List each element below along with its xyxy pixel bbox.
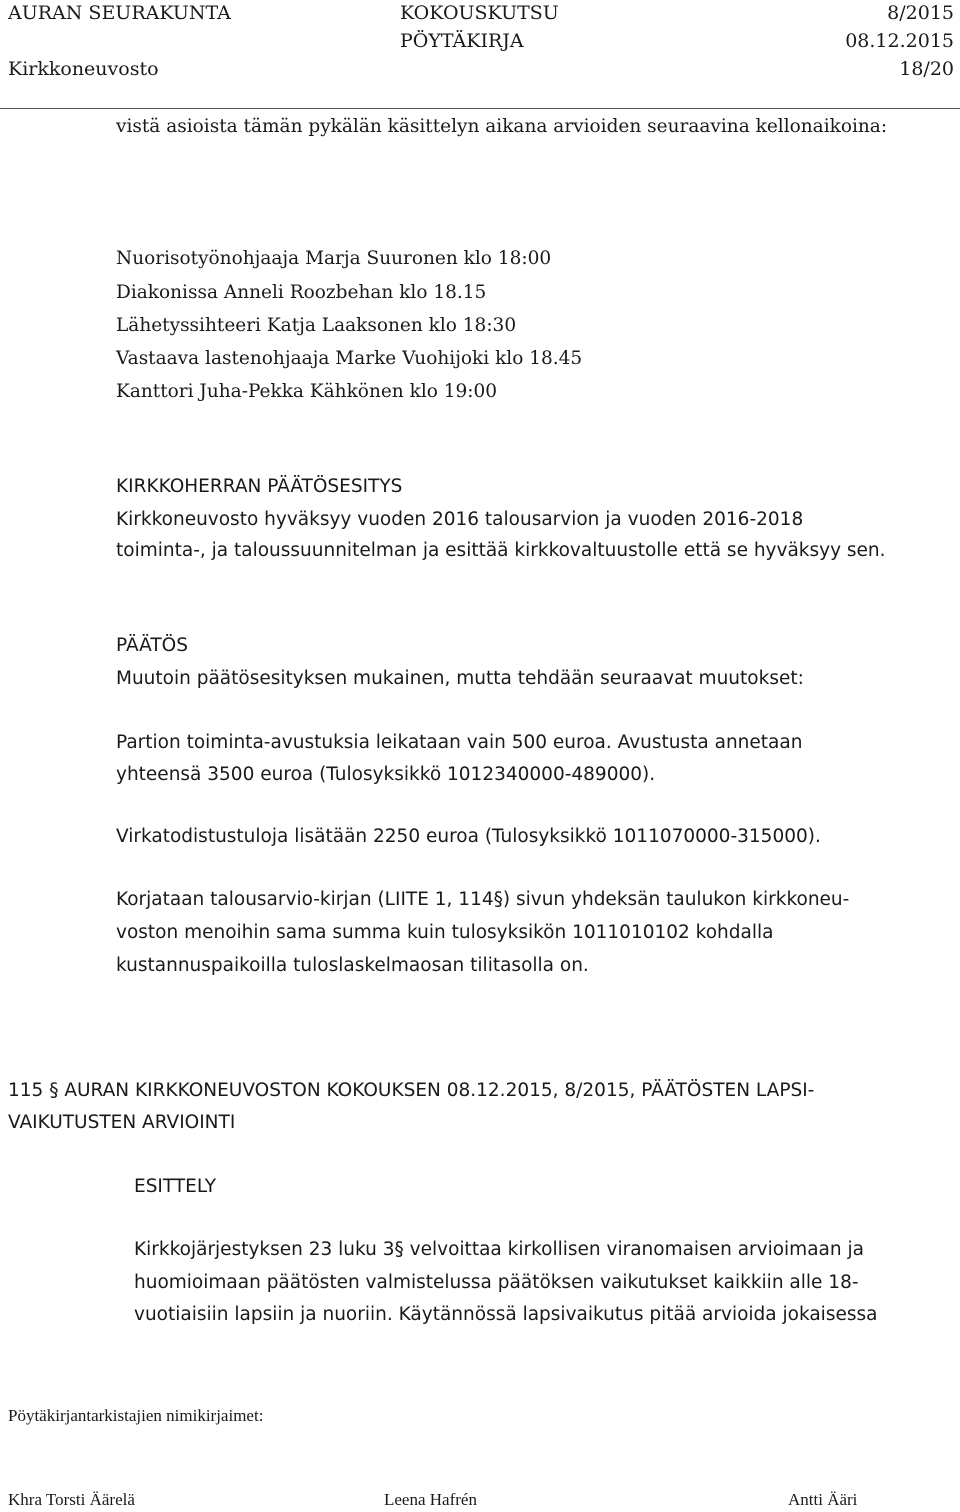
- decision-heading: PÄÄTÖS: [116, 635, 188, 656]
- decision-text-line: yhteensä 3500 euroa (Tulosyksikkö 1012340000-489000).: [116, 764, 656, 785]
- signature-name: Leena Hafrén: [384, 1490, 477, 1509]
- decision-text-line: voston menoihin sama summa kuin tulosyksikön 1011010102 kohdalla: [116, 922, 774, 943]
- attendee-line: Lähetyssihteeri Katja Laaksonen klo 18:30: [116, 315, 517, 336]
- section-subheading: ESITTELY: [134, 1176, 217, 1197]
- meeting-number: 8/2015: [887, 2, 954, 24]
- attendee-line: Vastaava lastenohjaaja Marke Vuohijoki klo 18.45: [116, 348, 583, 369]
- section-text-line: huomioimaan päätösten valmistelussa päätöksen vaikutukset kaikkiin alle 18-: [134, 1272, 859, 1293]
- section-title: VAIKUTUSTEN ARVIOINTI: [8, 1112, 236, 1133]
- intro-line: vistä asioista tämän pykälän käsittelyn aikana arvioiden seuraavina kellonaikoina:: [116, 116, 888, 137]
- governing-body: Kirkkoneuvosto: [8, 58, 159, 80]
- proposal-heading: KIRKKOHERRAN PÄÄTÖSESITYS: [116, 476, 403, 497]
- attendee-line: Nuorisotyönohjaaja Marja Suuronen klo 18:00: [116, 248, 552, 269]
- decision-text-line: Korjataan talousarvio-kirjan (LIITE 1, 114§) sivun yhdeksän taulukon kirkkoneu-: [116, 889, 850, 910]
- decision-text-line: Virkatodistustuloja lisätään 2250 euroa (Tulosyksikkö 1011070000-315000).: [116, 826, 821, 847]
- decision-text-line: Muutoin päätösesityksen mukainen, mutta tehdään seuraavat muutokset:: [116, 668, 804, 689]
- proposal-text-line: toiminta-, ja taloussuunnitelman ja esittää kirkkovaltuustolle että se hyväksyy sen.: [116, 540, 886, 561]
- attendee-line: Kanttori Juha-Pekka Kähkönen klo 19:00: [116, 381, 498, 402]
- reviewers-initials-label: Pöytäkirjantarkistajien nimikirjaimet:: [8, 1406, 264, 1425]
- decision-text-line: Partion toiminta-avustuksia leikataan vain 500 euroa. Avustusta annetaan: [116, 732, 803, 753]
- header-divider: [0, 108, 960, 109]
- signature-name: Antti Ääri: [788, 1490, 858, 1509]
- meeting-date: 08.12.2015: [845, 30, 954, 52]
- section-text-line: Kirkkojärjestyksen 23 luku 3§ velvoittaa kirkollisen viranomaisen arvioimaan ja: [134, 1239, 864, 1260]
- document-type-invitation: KOKOUSKUTSU: [400, 2, 559, 24]
- page-number: 18/20: [899, 58, 954, 80]
- section-text-line: vuotiaisiin lapsiin ja nuoriin. Käytännössä lapsivaikutus pitää arvioida jokaisessa: [134, 1304, 878, 1325]
- signature-name: Khra Torsti Äärelä: [8, 1490, 135, 1509]
- organization-name: AURAN SEURAKUNTA: [8, 2, 231, 24]
- document-type-minutes: PÖYTÄKIRJA: [400, 30, 524, 52]
- section-title: 115 § AURAN KIRKKONEUVOSTON KOKOUKSEN 08.12.2015, 8/2015, PÄÄTÖSTEN LAPSI-: [8, 1080, 815, 1101]
- attendee-line: Diakonissa Anneli Roozbehan klo 18.15: [116, 282, 487, 303]
- proposal-text-line: Kirkkoneuvosto hyväksyy vuoden 2016 talousarvion ja vuoden 2016-2018: [116, 509, 804, 530]
- decision-text-line: kustannuspaikoilla tuloslaskelmaosan tilitasolla on.: [116, 955, 589, 976]
